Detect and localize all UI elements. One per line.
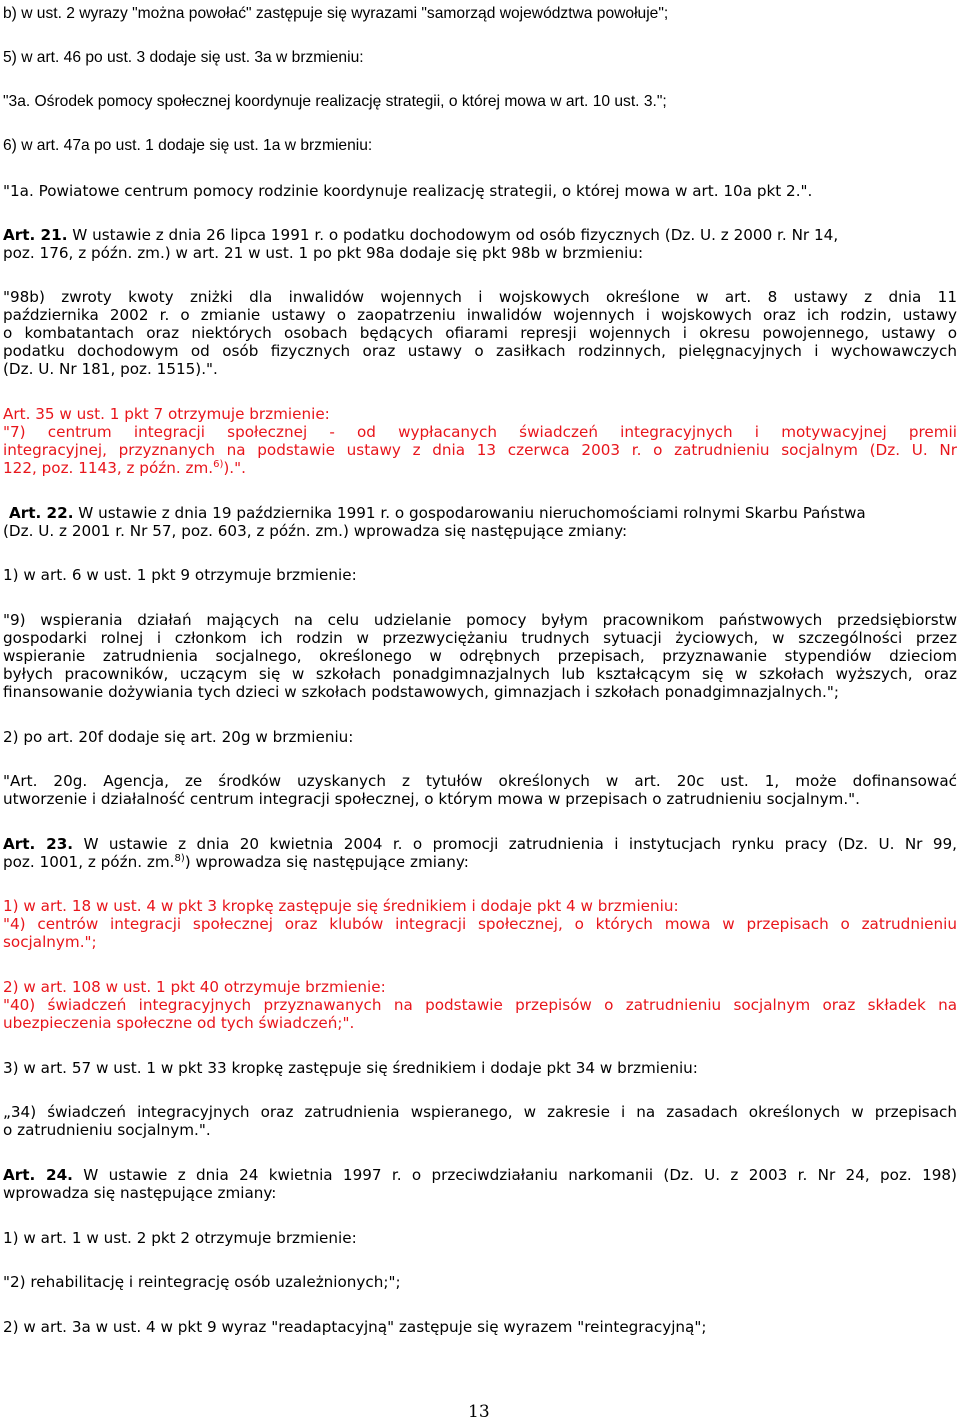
paragraph-line: "40) świadczeń integracyjnych przyznawanych na podstawie przepisów o zatrudnieniu socjalnym oraz składek na	[3, 996, 957, 1014]
paragraph-line: 122, poz. 1143, z późn. zm.$^{6)}$).".	[3, 459, 246, 477]
paragraph-line: b) w ust. 2 wyrazy "można powołać" zastępuje się wyrazami "samorząd województwa powołuje";	[3, 5, 669, 22]
paragraph-line: 1) w art. 6 w ust. 1 pkt 9 otrzymuje brzmienie:	[3, 566, 357, 584]
article-number: Art. 21.	[3, 226, 68, 244]
paragraph-line: 5) w art. 46 po ust. 3 dodaje się ust. 3a w brzmieniu:	[3, 49, 364, 66]
paragraph-line: „34) świadczeń integracyjnych oraz zatrudnienia wspieranego, w zakresie i na zasadach określonych w przepisach	[3, 1103, 957, 1121]
paragraph-line: 1) w art. 1 w ust. 2 pkt 2 otrzymuje brzmienie:	[3, 1229, 357, 1247]
footnote-marker: 8)	[174, 853, 185, 864]
paragraph-line: (Dz. U. z 2001 r. Nr 57, poz. 603, z późn. zm.) wprowadza się następujące zmiany:	[3, 522, 628, 540]
paragraph-line: ubezpieczenia społeczne od tych świadczeń;".	[3, 1014, 355, 1032]
article-number: Art. 24.	[3, 1166, 73, 1184]
footnote-marker: 6)	[213, 459, 224, 470]
paragraph-line: podatku dochodowym od osób fizycznych oraz ustawy o zasiłkach rodzinnych, pielęgnacyjnych i wychowawczych	[3, 342, 957, 360]
paragraph-line: poz. 1001, z późn. zm.$^{8)}$) wprowadza się następujące zmiany:	[3, 853, 469, 871]
paragraph-line: "2) rehabilitację i reintegrację osób uzależnionych;";	[3, 1273, 401, 1291]
paragraph-line: finansowanie dożywiania tych dzieci w szkołach podstawowych, gimnazjach i szkołach ponadgimnazjalnych.";	[3, 683, 839, 701]
article-number: Art. 22.	[9, 504, 74, 522]
paragraph-line: (Dz. U. Nr 181, poz. 1515).".	[3, 360, 218, 378]
article-heading-line: Art. 22. W ustawie z dnia 19 października 1991 r. o gospodarowaniu nieruchomościami rolnymi Skarbu Państwa	[9, 504, 866, 522]
paragraph-line: 1) w art. 18 w ust. 4 w pkt 3 kropkę zastępuje się średnikiem i dodaje pkt 4 w brzmieniu:	[3, 897, 679, 915]
paragraph-line: "1a. Powiatowe centrum pomocy rodzinie koordynuje realizację strategii, o której mowa w art. 10a pkt 2.".	[3, 182, 813, 200]
paragraph-line: "98b) zwroty kwoty zniżki dla inwalidów wojennych i wojskowych określone w art. 8 ustawy z dnia 11	[3, 288, 957, 306]
paragraph-line: października 2002 r. o zmianie ustawy o zaopatrzeniu inwalidów wojennych i wojskowych oraz ich rodzin, ustawy	[3, 306, 957, 324]
paragraph-line: "9) wspierania działań mających na celu udzielanie pomocy byłym pracownikom państwowych przedsiębiorstw	[3, 611, 957, 629]
paragraph-line: 6) w art. 47a po ust. 1 dodaje się ust. 1a w brzmieniu:	[3, 137, 373, 154]
paragraph-line: gospodarki rolnej i członkom ich rodzin w przezwyciężaniu trudnych sytuacji życiowych, w szczególności przez	[3, 629, 957, 647]
paragraph-line: byłych pracowników, uczącym się w szkołach ponadgimnazjalnych lub kształcącym się w szkołach wyższych, oraz	[3, 665, 957, 683]
article-heading-line: Art. 21. W ustawie z dnia 26 lipca 1991 r. o podatku dochodowym od osób fizycznych (Dz. U. z 2000 r. Nr 14,	[3, 226, 839, 244]
paragraph-line: poz. 176, z późn. zm.) w art. 21 w ust. 1 po pkt 98a dodaje się pkt 98b w brzmieniu:	[3, 244, 644, 262]
paragraph-line: 2) w art. 108 w ust. 1 pkt 40 otrzymuje brzmienie:	[3, 978, 386, 996]
article-number: Art. 23.	[3, 835, 74, 853]
paragraph-line: "3a. Ośrodek pomocy społecznej koordynuje realizację strategii, o której mowa w art. 10 ust. 3.";	[3, 93, 667, 110]
paragraph-line: wprowadza się następujące zmiany:	[3, 1184, 277, 1202]
paragraph-line: Art. 35 w ust. 1 pkt 7 otrzymuje brzmienie:	[3, 405, 330, 423]
paragraph-line: wspieranie zatrudnienia socjalnego, określonego w odrębnych przepisach, przyznawanie stypendiów dzieciom	[3, 647, 957, 665]
paragraph-line: 2) w art. 3a w ust. 4 w pkt 9 wyraz "readaptacyjną" zastępuje się wyrazem "reintegracyjną";	[3, 1318, 707, 1336]
article-heading-line: Art. 23. W ustawie z dnia 20 kwietnia 2004 r. o promocji zatrudnienia i instytucjach rynku pracy (Dz. U. Nr 99,	[3, 835, 957, 853]
paragraph-line: 2) po art. 20f dodaje się art. 20g w brzmieniu:	[3, 728, 354, 746]
paragraph-line: "7) centrum integracji społecznej - od wypłacanych świadczeń integracyjnych i motywacyjnej premii	[3, 423, 957, 441]
paragraph-line: o zatrudnieniu socjalnym.".	[3, 1121, 211, 1139]
paragraph-line: integracyjnej, przyznanych na podstawie ustawy z dnia 13 czerwca 2003 r. o zatrudnieniu socjalnym (Dz. U. Nr	[3, 441, 957, 459]
paragraph-line: "4) centrów integracji społecznej oraz klubów integracji społecznej, o których mowa w przepisach o zatrudnieniu	[3, 915, 957, 933]
paragraph-line: o kombatantach oraz niektórych osobach będących ofiarami represji wojennych i okresu powojennego, ustawy o	[3, 324, 957, 342]
page-number: 13	[468, 1402, 490, 1422]
article-heading-line: Art. 24. W ustawie z dnia 24 kwietnia 1997 r. o przeciwdziałaniu narkomanii (Dz. U. z 2003 r. Nr 24, poz. 198)	[3, 1166, 957, 1184]
paragraph-line: utworzenie i działalność centrum integracji społecznej, o którym mowa w przepisach o zatrudnieniu socjalnym.".	[3, 790, 860, 808]
paragraph-line: "Art. 20g. Agencja, ze środków uzyskanych z tytułów określonych w art. 20c ust. 1, może dofinansować	[3, 772, 957, 790]
paragraph-line: socjalnym.";	[3, 933, 97, 951]
paragraph-line: 3) w art. 57 w ust. 1 w pkt 33 kropkę zastępuje się średnikiem i dodaje pkt 34 w brzmieniu:	[3, 1059, 698, 1077]
